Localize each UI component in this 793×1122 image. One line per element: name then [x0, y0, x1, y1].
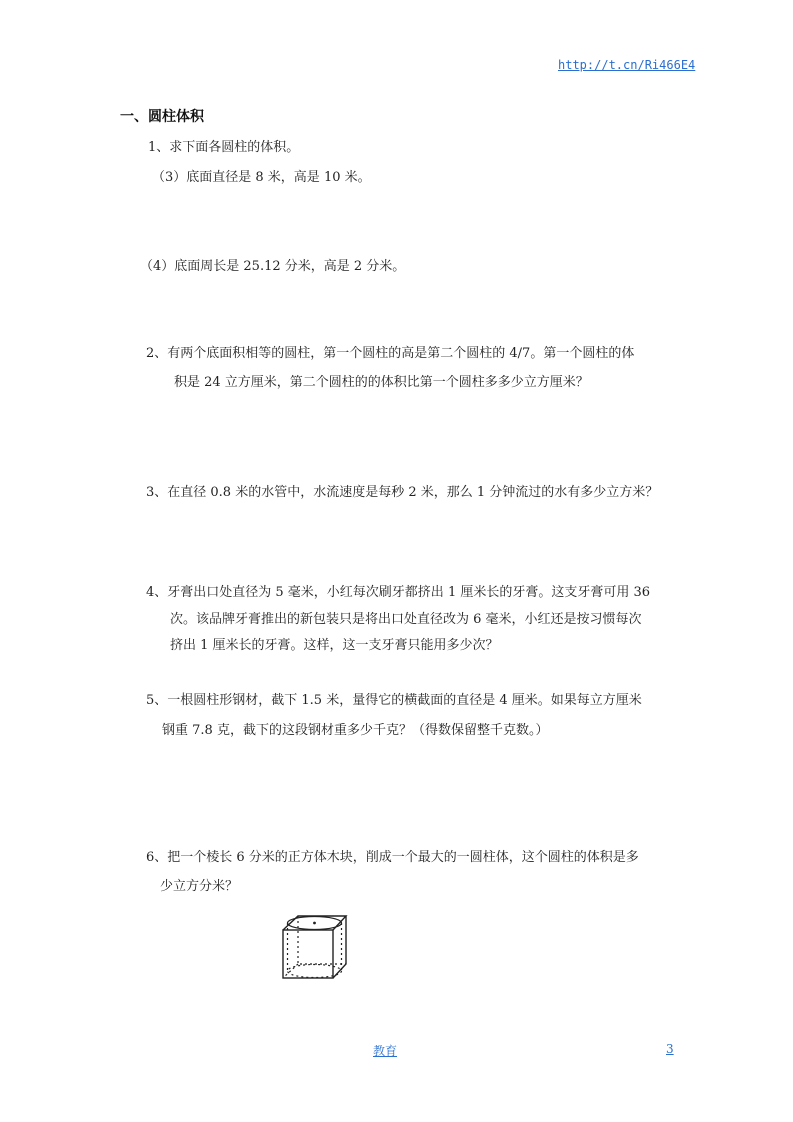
question-4-line-1: 4、牙膏出口处直径为 5 毫米，小红每次刷牙都挤出 1 厘米长的牙膏。这支牙膏可用 36 [146, 585, 651, 600]
question-2-line-1: 2、有两个底面积相等的圆柱，第一个圆柱的高是第二个圆柱的 4/7。第一个圆柱的体 [146, 346, 635, 361]
question-5-line-1: 5、一根圆柱形钢材，截下 1.5 米，量得它的横截面的直径是 4 厘米。如果每立方厘米 [146, 693, 642, 708]
cube-cylinder-illustration [276, 910, 348, 982]
question-2-line-2: 积是 24 立方厘米，第二个圆柱的的体积比第一个圆柱多多少立方厘米？ [174, 375, 589, 390]
section-title: 一、圆柱体积 [120, 109, 204, 125]
question-5-line-2: 钢重 7.8 克，截下的这段钢材重多少千克？（得数保留整千克数。） [162, 723, 549, 738]
question-1-title: 1、求下面各圆柱的体积。 [148, 140, 300, 155]
header-url-link[interactable]: http://t.cn/Ri466E4 [558, 58, 696, 72]
question-6-line-1: 6、把一个棱长 6 分米的正方体木块，削成一个最大的一圆柱体，这个圆柱的体积是多 [146, 850, 639, 865]
question-3-line-1: 3、在直径 0.8 米的水管中，水流速度是每秒 2 米，那么 1 分钟流过的水有多少立方米？ [146, 485, 659, 500]
question-1-item-4: （4）底面周长是 25.12 分米，高是 2 分米。 [140, 259, 406, 274]
question-6-line-2: 少立方分米？ [160, 879, 239, 894]
page-number[interactable]: 3 [666, 1042, 674, 1056]
question-1-item-3: （3）底面直径是 8 米，高是 10 米。 [152, 170, 371, 185]
question-4-line-3: 挤出 1 厘米长的牙膏。这样，这一支牙膏只能用多少次？ [170, 638, 499, 653]
footer-link[interactable]: 教育 [373, 1044, 398, 1058]
question-4-line-2: 次。该品牌牙膏推出的新包装只是将出口处直径改为 6 毫米，小红还是按习惯每次 [170, 612, 642, 627]
